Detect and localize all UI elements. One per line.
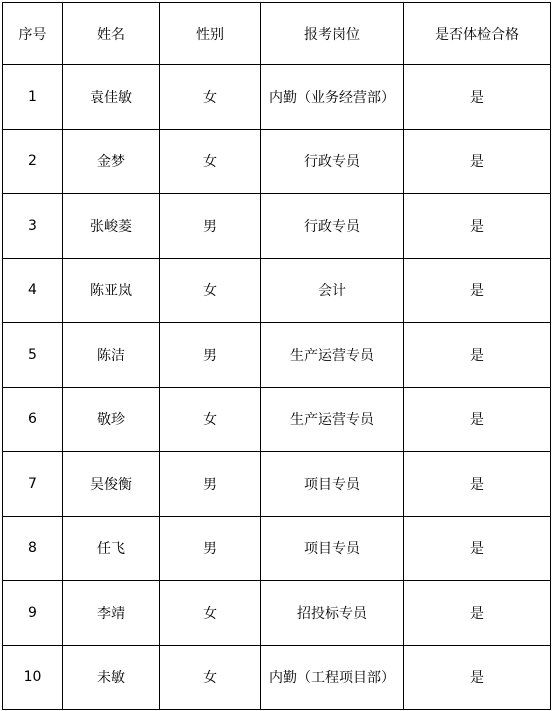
cell-gender: 男 (160, 516, 261, 581)
cell-no: 1 (3, 65, 63, 130)
cell-no: 2 (3, 129, 63, 194)
cell-name: 张峻菱 (63, 194, 160, 259)
cell-position: 项目专员 (261, 452, 404, 517)
cell-position: 内勤（工程项目部） (261, 645, 404, 710)
cell-name: 未敏 (63, 645, 160, 710)
cell-gender: 男 (160, 452, 261, 517)
table-header-row (3, 3, 551, 65)
cell-name: 任飞 (63, 516, 160, 581)
cell-no: 3 (3, 194, 63, 259)
table-row (3, 516, 551, 581)
table-row (3, 581, 551, 646)
table-row (3, 323, 551, 388)
header-no: 序号 (3, 3, 63, 65)
cell-position: 生产运营专员 (261, 323, 404, 388)
cell-passed: 是 (404, 65, 551, 130)
cell-no: 10 (3, 645, 63, 710)
cell-name: 陈洁 (63, 323, 160, 388)
cell-name: 李靖 (63, 581, 160, 646)
cell-passed: 是 (404, 645, 551, 710)
table-row (3, 65, 551, 130)
cell-gender: 女 (160, 645, 261, 710)
table-row (3, 452, 551, 517)
cell-passed: 是 (404, 452, 551, 517)
cell-gender: 女 (160, 258, 261, 323)
cell-name: 吴俊衡 (63, 452, 160, 517)
cell-position: 项目专员 (261, 516, 404, 581)
cell-gender: 男 (160, 194, 261, 259)
cell-gender: 女 (160, 581, 261, 646)
cell-no: 9 (3, 581, 63, 646)
table-row (3, 129, 551, 194)
cell-name: 袁佳敏 (63, 65, 160, 130)
cell-name: 敬珍 (63, 387, 160, 452)
cell-no: 8 (3, 516, 63, 581)
header-position: 报考岗位 (261, 3, 404, 65)
table-row (3, 194, 551, 259)
cell-gender: 女 (160, 65, 261, 130)
cell-no: 5 (3, 323, 63, 388)
cell-gender: 男 (160, 323, 261, 388)
cell-name: 陈亚岚 (63, 258, 160, 323)
cell-passed: 是 (404, 387, 551, 452)
cell-position: 招投标专员 (261, 581, 404, 646)
table-row (3, 258, 551, 323)
table-row (3, 645, 551, 710)
cell-no: 7 (3, 452, 63, 517)
header-passed: 是否体检合格 (404, 3, 551, 65)
table-row (3, 387, 551, 452)
header-name: 姓名 (63, 3, 160, 65)
cell-position: 会计 (261, 258, 404, 323)
cell-gender: 女 (160, 387, 261, 452)
cell-no: 6 (3, 387, 63, 452)
cell-passed: 是 (404, 194, 551, 259)
cell-no: 4 (3, 258, 63, 323)
cell-position: 内勤（业务经营部） (261, 65, 404, 130)
cell-position: 生产运营专员 (261, 387, 404, 452)
cell-name: 金梦 (63, 129, 160, 194)
cell-gender: 女 (160, 129, 261, 194)
cell-passed: 是 (404, 129, 551, 194)
cell-position: 行政专员 (261, 194, 404, 259)
results-table (2, 2, 551, 710)
cell-passed: 是 (404, 323, 551, 388)
cell-passed: 是 (404, 516, 551, 581)
header-gender: 性别 (160, 3, 261, 65)
cell-position: 行政专员 (261, 129, 404, 194)
cell-passed: 是 (404, 581, 551, 646)
cell-passed: 是 (404, 258, 551, 323)
